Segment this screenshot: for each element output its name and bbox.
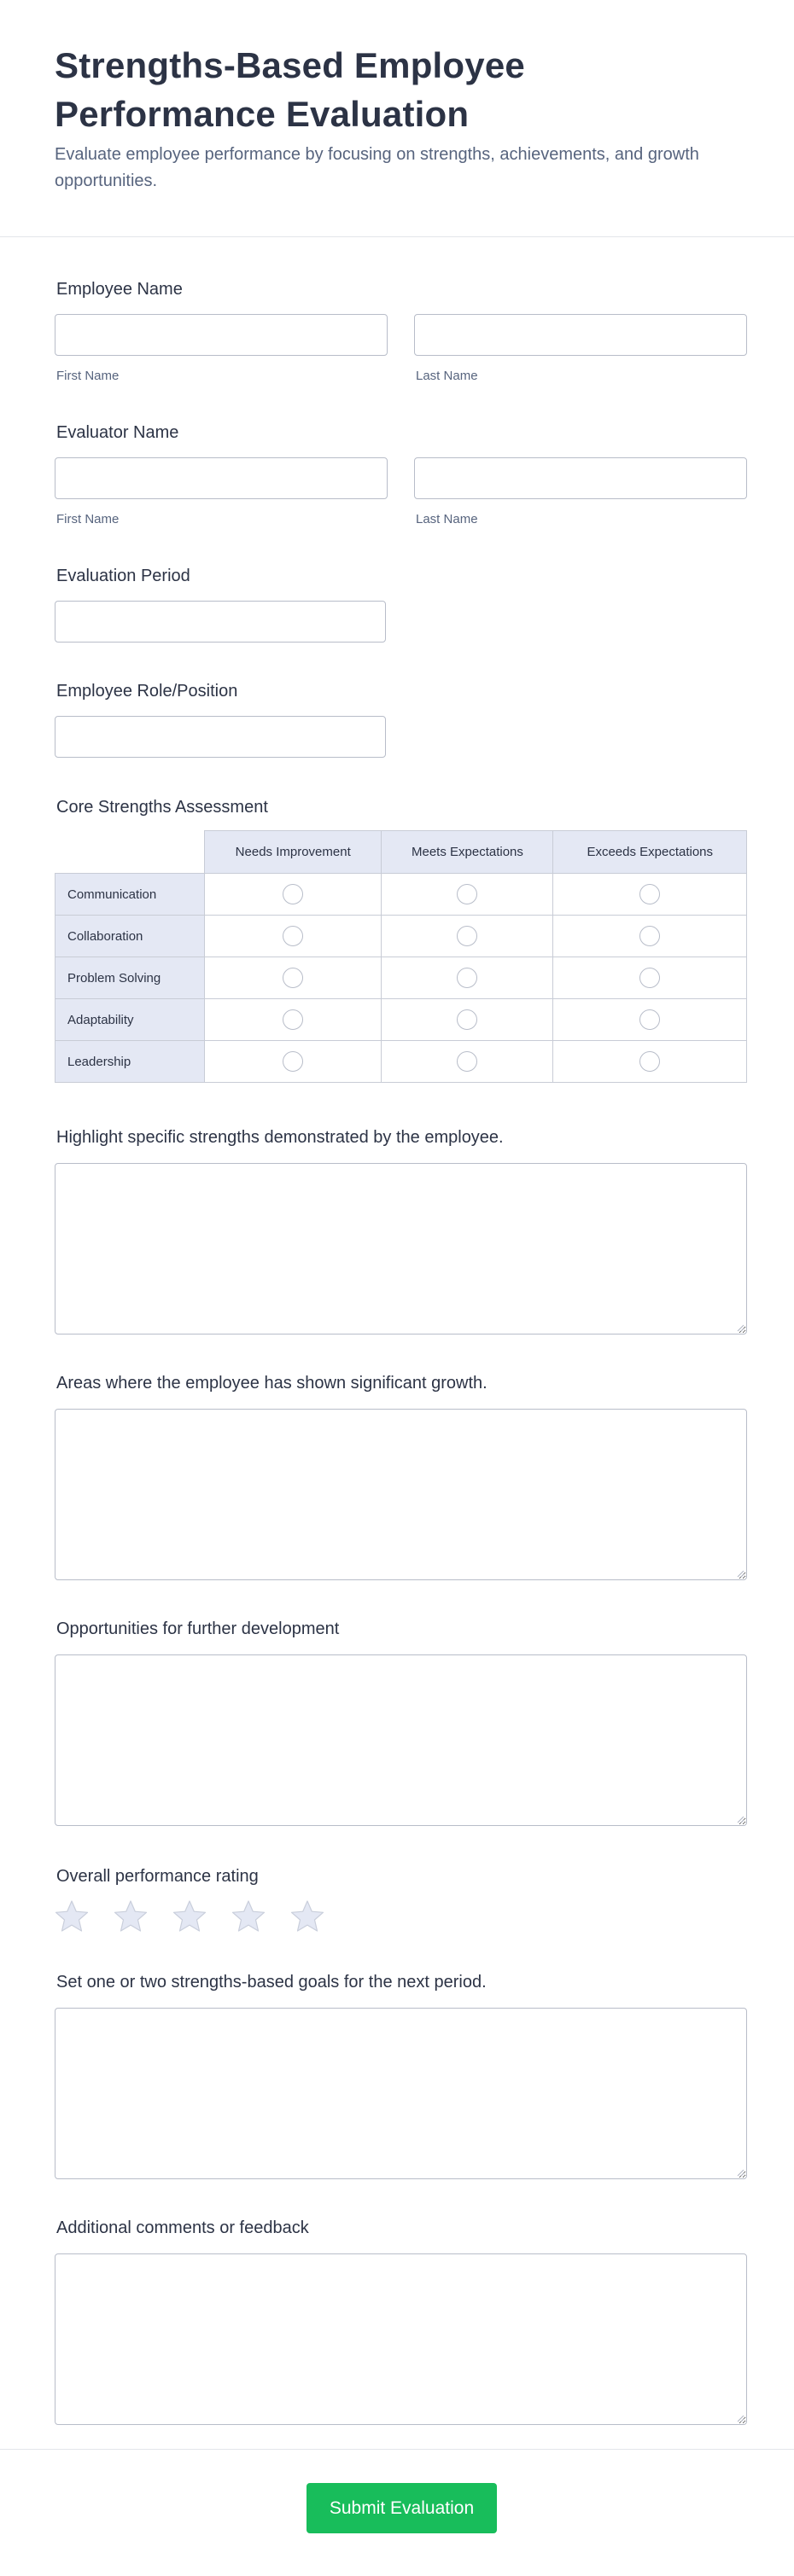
matrix-row-label: Leadership: [55, 1041, 205, 1083]
goals-label: Set one or two strengths-based goals for the next period.: [56, 1973, 487, 1992]
rating-label: Overall performance rating: [56, 1867, 259, 1886]
employee-name-label: Employee Name: [56, 280, 183, 299]
collaboration-exceeds-expectations-radio[interactable]: [639, 926, 660, 946]
leadership-exceeds-expectations-radio[interactable]: [639, 1051, 660, 1072]
matrix-col-exceeds-expectations: Exceeds Expectations: [553, 831, 747, 874]
development-label: Opportunities for further development: [56, 1619, 340, 1638]
leadership-meets-expectations-radio[interactable]: [457, 1051, 477, 1072]
matrix-row-problem-solving: [55, 957, 747, 999]
matrix-row-communication: [55, 874, 747, 916]
leadership-needs-improvement-radio[interactable]: [283, 1051, 303, 1072]
resize-grip-icon[interactable]: [737, 2415, 744, 2422]
matrix-row-leadership: [55, 1041, 747, 1083]
comments-label: Additional comments or feedback: [56, 2218, 309, 2237]
employee-role-section: [55, 680, 747, 765]
communication-meets-expectations-radio[interactable]: [457, 884, 477, 904]
star-2-icon[interactable]: [114, 1899, 148, 1933]
resize-grip-icon[interactable]: [737, 1816, 744, 1823]
employee-last-name-sublabel: Last Name: [416, 369, 478, 383]
matrix-row-adaptability: [55, 999, 747, 1041]
resize-grip-icon[interactable]: [737, 1324, 744, 1332]
employee-role-input[interactable]: [55, 716, 386, 758]
problem-solving-needs-improvement-radio[interactable]: [283, 968, 303, 988]
communication-exceeds-expectations-radio[interactable]: [639, 884, 660, 904]
matrix-row-label: Communication: [55, 874, 205, 916]
evaluator-last-name-input[interactable]: [414, 457, 747, 499]
adaptability-needs-improvement-radio[interactable]: [283, 1009, 303, 1030]
resize-grip-icon[interactable]: [737, 2169, 744, 2177]
star-5-icon[interactable]: [290, 1899, 324, 1933]
evaluator-name-section: [55, 422, 747, 532]
evaluator-first-name-input[interactable]: [55, 457, 388, 499]
comments-section: [55, 2217, 747, 2426]
evaluation-period-input[interactable]: [55, 601, 386, 643]
core-strengths-section: [55, 796, 747, 1086]
form-title: Strengths-Based Employee Performance Evaluation: [55, 45, 525, 134]
matrix-col-needs-improvement: Needs Improvement: [205, 831, 382, 874]
development-section: [55, 1618, 747, 1827]
strengths-label: Highlight specific strengths demonstrated by the employee.: [56, 1128, 504, 1147]
goals-textarea[interactable]: [55, 2008, 747, 2179]
employee-first-name-input[interactable]: [55, 314, 388, 356]
adaptability-exceeds-expectations-radio[interactable]: [639, 1009, 660, 1030]
strengths-section: [55, 1126, 747, 1335]
rating-section: [55, 1865, 747, 1942]
problem-solving-meets-expectations-radio[interactable]: [457, 968, 477, 988]
employee-first-name-sublabel: First Name: [56, 369, 120, 383]
evaluator-first-name-sublabel: First Name: [56, 512, 120, 526]
core-strengths-matrix: [55, 830, 747, 1083]
comments-textarea[interactable]: [55, 2253, 747, 2425]
development-textarea[interactable]: [55, 1654, 747, 1826]
evaluator-last-name-sublabel: Last Name: [416, 512, 478, 526]
communication-needs-improvement-radio[interactable]: [283, 884, 303, 904]
problem-solving-exceeds-expectations-radio[interactable]: [639, 968, 660, 988]
employee-role-label: Employee Role/Position: [56, 682, 238, 701]
adaptability-meets-expectations-radio[interactable]: [457, 1009, 477, 1030]
submit-button[interactable]: Submit Evaluation: [307, 2483, 497, 2533]
evaluation-period-section: [55, 565, 747, 650]
resize-grip-icon[interactable]: [737, 1570, 744, 1578]
matrix-row-label: Problem Solving: [55, 957, 205, 999]
form-header: [0, 0, 794, 237]
growth-section: [55, 1372, 747, 1581]
core-strengths-label: Core Strengths Assessment: [56, 798, 268, 817]
growth-textarea[interactable]: [55, 1409, 747, 1580]
star-3-icon[interactable]: [172, 1899, 207, 1933]
strengths-textarea[interactable]: [55, 1163, 747, 1335]
star-1-icon[interactable]: [55, 1899, 89, 1933]
matrix-row-label: Collaboration: [55, 916, 205, 957]
employee-last-name-input[interactable]: [414, 314, 747, 356]
growth-label: Areas where the employee has shown significant growth.: [56, 1374, 487, 1393]
matrix-row-collaboration: [55, 916, 747, 957]
matrix-row-label: Adaptability: [55, 999, 205, 1041]
matrix-col-meets-expectations: Meets Expectations: [382, 831, 553, 874]
collaboration-needs-improvement-radio[interactable]: [283, 926, 303, 946]
form-subtitle: Evaluate employee performance by focusing on strengths, achievements, and growth opportunities.: [55, 145, 699, 190]
footer-divider: [0, 2449, 794, 2450]
collaboration-meets-expectations-radio[interactable]: [457, 926, 477, 946]
matrix-corner: [55, 831, 205, 874]
star-4-icon[interactable]: [231, 1899, 266, 1933]
star-rating: [55, 1899, 349, 1933]
evaluator-name-label: Evaluator Name: [56, 423, 179, 442]
evaluation-period-label: Evaluation Period: [56, 567, 190, 585]
employee-name-section: [55, 278, 747, 389]
goals-section: [55, 1971, 747, 2180]
